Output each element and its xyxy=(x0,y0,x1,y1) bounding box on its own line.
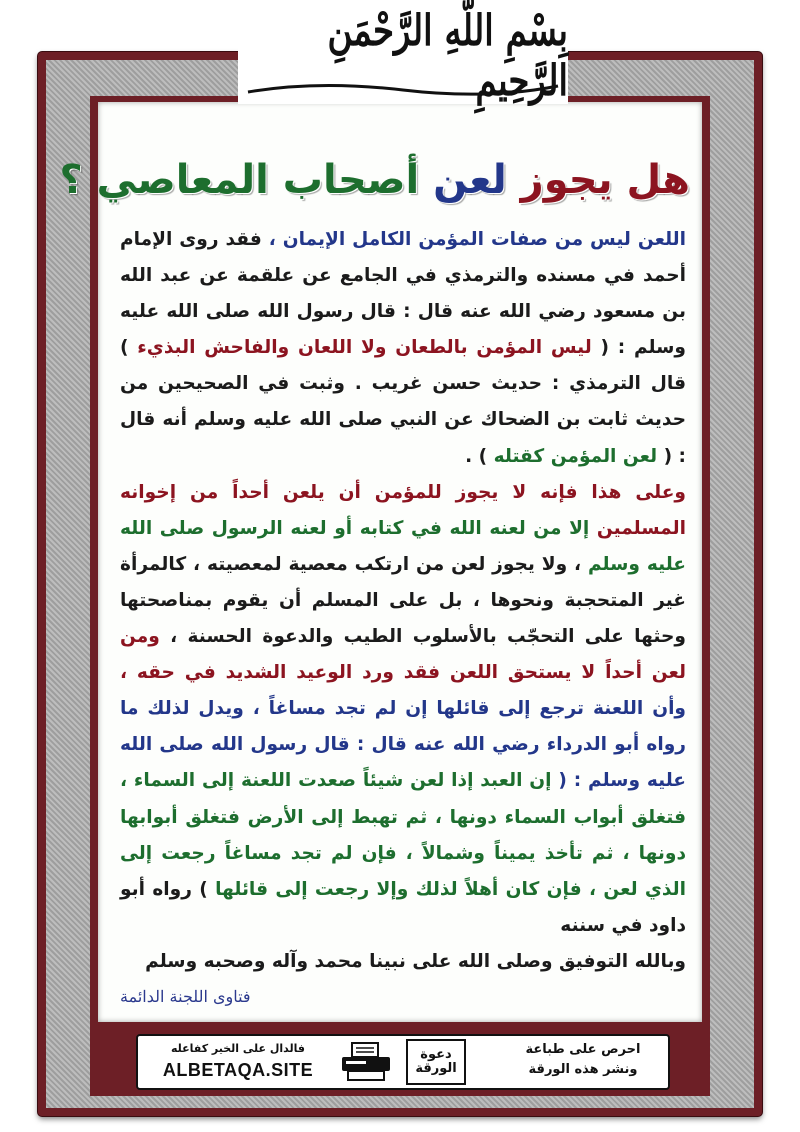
site-url[interactable]: ALBETAQA.SITE xyxy=(162,1060,314,1080)
title-part-2: لعن xyxy=(433,157,507,203)
title-part-1: هل يجوز xyxy=(520,157,690,203)
body-s2: فقد روى الإمام أحمد في مسنده والترمذي في الجامع عن علقمة عن عبد الله بن مسعود رضي الله عنه قال : قال رسول الله صلى الله عليه وسلم : ( xyxy=(120,229,686,359)
dawa-logo xyxy=(406,1039,466,1085)
site-block xyxy=(148,1040,328,1084)
slogan: فالدال على الخير كفاعله xyxy=(170,1042,306,1055)
body-s5: لعن المؤمن كقتله xyxy=(493,445,658,467)
body-s11: وأن اللعنة ترجع إلى قائلها إن لم تجد مساغاً ، ويدل لذلك ما رواه أبو الدرداء رضي الله عنه قال : قال رسول الله صلى الله عليه وسلم : ( xyxy=(120,698,686,792)
body-s10: ومن لعن أحداً لا يستحق اللعن فقد ورد الوعيد الشديد في حقه ، xyxy=(120,626,686,684)
body-s14: وبالله التوفيق وصلى الله على نبينا محمد وآله وصحبه وسلم xyxy=(145,950,686,972)
fatwa-body xyxy=(120,222,686,980)
basmala-header xyxy=(238,8,568,104)
body-s4: ) قال الترمذي : حديث حسن غريب . وثبت في الصحيحين من حديث ثابت بن الضحاك عن النبي صلى الله عليه وسلم أنه قال : ( xyxy=(120,337,686,467)
body-s12: إن العبد إذا لعن شيئاً صعدت اللعنة إلى السماء ، فتغلق أبواب السماء دونها ، ثم تهبط إلى الأرض فتغلق أبوابها دونها ، ثم تأخذ يميناً وشمالاً ، فإن لم تجد مساغاً رجعت إلى الذي لعن ، فإن كان أهلاً لذلك وإلا رجعت إلى قائلها xyxy=(120,770,687,900)
body-s6: ) . xyxy=(465,445,494,467)
title-part-3: أصحاب المعاصي ؟ xyxy=(59,157,420,203)
basmala-text: بِسْمِ اللَّهِ الرَّحْمَنِ الرَّحِيمِ xyxy=(327,6,568,106)
printer-icon xyxy=(338,1041,394,1083)
body-s13: ) رواه أبو داود في سننه xyxy=(120,878,686,936)
body-s7: وعلى هذا فإنه لا يجوز للمؤمن أن يلعن أحداً من إخوانه المسلمين xyxy=(120,481,686,539)
body-s3: ليس المؤمن بالطعان ولا اللعان والفاحش البذيء xyxy=(137,337,592,359)
flourish-icon xyxy=(238,78,568,98)
fatwa-source: فتاوى اللجنة الدائمة xyxy=(120,987,251,1006)
logo-line-2: الورقة xyxy=(415,1061,457,1076)
page-title xyxy=(59,150,690,210)
print-reminder-line-1: احرص على طباعة xyxy=(525,1042,641,1057)
footer-bar xyxy=(136,1034,670,1090)
body-s9: ، ولا يجوز لعن من ارتكب معصية لمعصيته ، كالمرأة غير المتحجبة ونحوها ، بل على المسلم أن يقوم بمناصحتها وحثها على التحجّب بالأسلوب الطيب والدعوة الحسنة ، xyxy=(120,553,686,648)
body-s8: إلا من لعنه الله في كتابه أو لعنه الرسول صلى الله عليه وسلم xyxy=(120,517,686,575)
body-s1: اللعن ليس من صفات المؤمن الكامل الإيمان ، xyxy=(261,229,687,250)
print-reminder xyxy=(508,1040,658,1084)
print-reminder-line-2: ونشر هذه الورقة xyxy=(528,1062,638,1077)
logo-line-1: دعوة xyxy=(420,1047,452,1062)
